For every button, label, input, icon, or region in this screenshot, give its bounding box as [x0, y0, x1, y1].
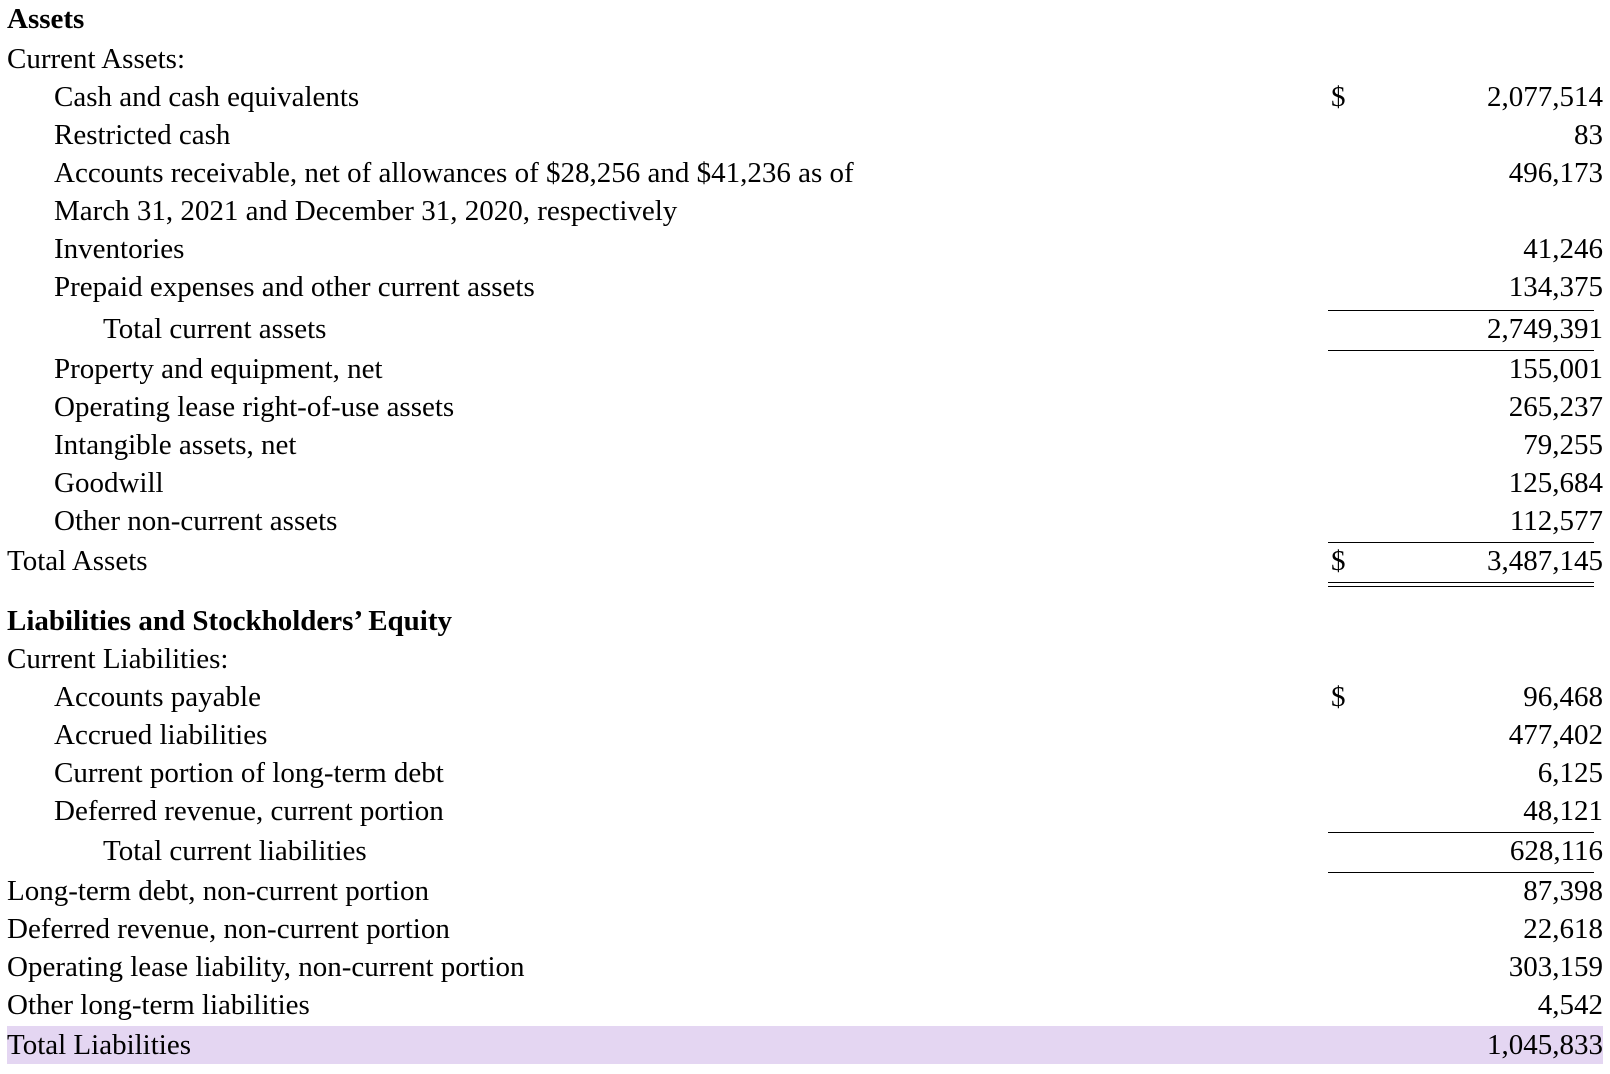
- line-item-label: Property and equipment, net: [54, 353, 383, 385]
- line-item-amount: 4,542: [1537, 989, 1603, 1021]
- line-item-amount: 79,255: [1523, 429, 1603, 461]
- line-item-label: Current portion of long-term debt: [54, 757, 444, 789]
- line-item-label: Operating lease right-of-use assets: [54, 391, 455, 423]
- line-item-label: Deferred revenue, non-current portion: [7, 913, 450, 945]
- line-item-amount: 303,159: [1508, 951, 1603, 983]
- grand-total-double-rule: [1328, 582, 1594, 587]
- line-item-label: Cash and cash equivalents: [54, 81, 360, 113]
- line-item-amount: 87,398: [1523, 875, 1603, 907]
- total-label: Total Assets: [7, 545, 148, 577]
- line-item-amount: 496,173: [1508, 157, 1603, 189]
- line-item-amount: 22,618: [1523, 913, 1603, 945]
- line-item-label: Other long-term liabilities: [7, 989, 310, 1021]
- line-item-amount: 112,577: [1509, 505, 1603, 537]
- assets-heading: Assets: [7, 3, 85, 35]
- line-item-label: Accrued liabilities: [54, 719, 268, 751]
- line-item-amount: 48,121: [1523, 795, 1603, 827]
- line-item-label: Accounts payable: [54, 681, 261, 713]
- line-item-label: Restricted cash: [54, 119, 231, 151]
- line-item-label-continuation: March 31, 2021 and December 31, 2020, respectively: [54, 195, 678, 227]
- line-item-label: Long-term debt, non-current portion: [7, 875, 429, 907]
- liabilities-heading: Liabilities and Stockholders’ Equity: [7, 605, 453, 637]
- subtotal-amount: 2,749,391: [1487, 313, 1603, 345]
- total-amount: 3,487,145: [1487, 545, 1603, 577]
- line-item-amount: 477,402: [1508, 719, 1603, 751]
- line-item-label: Inventories: [54, 233, 185, 265]
- currency-symbol: $: [1331, 81, 1346, 113]
- line-item-label: Operating lease liability, non-current portion: [7, 951, 525, 983]
- currency-symbol: $: [1331, 545, 1346, 577]
- subtotal-amount: 628,116: [1509, 835, 1603, 867]
- line-item-label: Other non-current assets: [54, 505, 338, 537]
- line-item-amount: 41,246: [1523, 233, 1603, 265]
- line-item-amount: 6,125: [1537, 757, 1603, 789]
- total-row: [7, 1026, 1603, 1064]
- line-item-amount: 2,077,514: [1487, 81, 1603, 113]
- currency-symbol: $: [1331, 681, 1346, 713]
- line-item-amount: 155,001: [1508, 353, 1603, 385]
- subtotal-label: Total current liabilities: [103, 835, 367, 867]
- line-item-amount: 265,237: [1508, 391, 1603, 423]
- current-assets-heading: Current Assets:: [7, 43, 186, 75]
- subtotal-label: Total current assets: [103, 313, 327, 345]
- line-item-label: Intangible assets, net: [54, 429, 297, 461]
- line-item-amount: 83: [1574, 119, 1603, 151]
- current-liabilities-heading: Current Liabilities:: [7, 643, 229, 675]
- line-item-label: Prepaid expenses and other current assets: [54, 271, 535, 303]
- total-label: Total Liabilities: [7, 1029, 192, 1061]
- line-item-label: Goodwill: [54, 467, 164, 499]
- line-item-label: Deferred revenue, current portion: [54, 795, 444, 827]
- line-item-label: Accounts receivable, net of allowances of $28,256 and $41,236 as of: [54, 157, 854, 189]
- line-item-amount: 134,375: [1508, 271, 1603, 303]
- line-item-amount: 96,468: [1523, 681, 1603, 713]
- line-item-amount: 125,684: [1508, 467, 1603, 499]
- total-amount: 1,045,833: [1487, 1029, 1603, 1061]
